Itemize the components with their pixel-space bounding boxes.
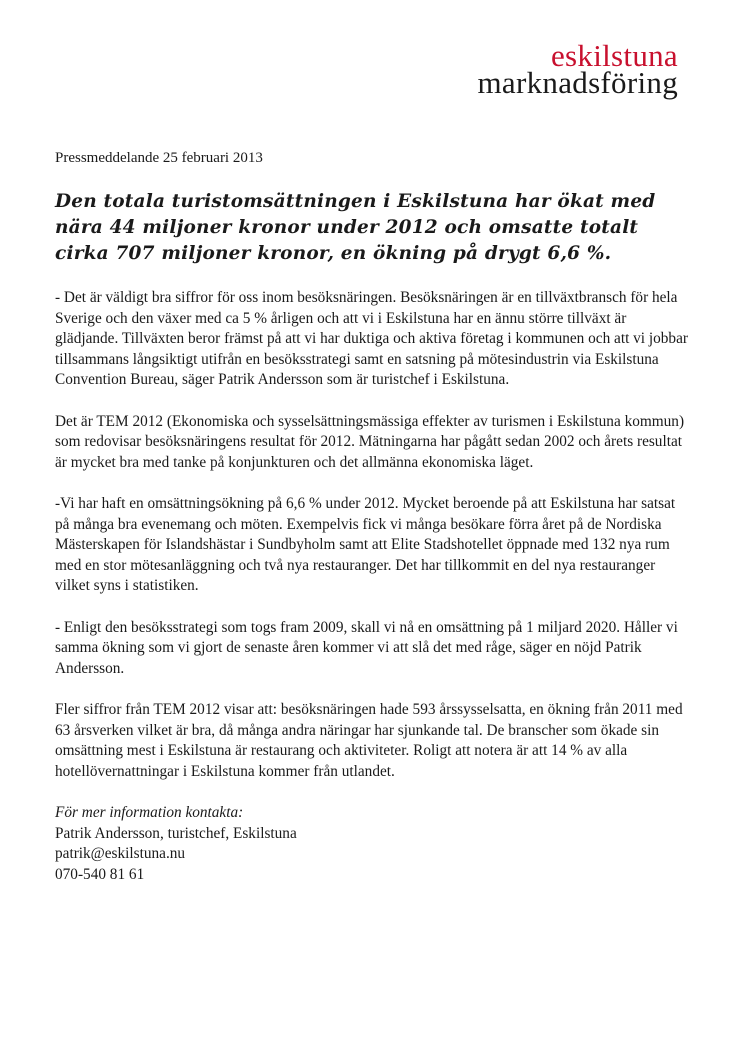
dateline: Pressmeddelande 25 februari 2013 xyxy=(55,150,263,166)
contact-phone: 070-540 81 61 xyxy=(55,865,145,883)
paragraph-quote-growth: -Vi har haft en omsättningsökning på 6,6 % under 2012. Mycket beroende på att Eskilstuna har satsat på många bra evenemang och möten. Exempelvis fick vi många besökare förra året på de Nordiska Mästerskapen för Islandshästar i Sundbyholm samt att Elite Stadshotellet öppnade med 132 nya rum med en stor mötesanläggning och två nya restauranger. Det har tillkommit en del nya restauranger vilket syns i statistiken. xyxy=(55,495,676,594)
logo-line-eskilstuna: eskilstuna xyxy=(551,38,678,73)
contact-block xyxy=(55,803,691,885)
paragraph-quote-strategy: - Enligt den besöksstrategi som togs fram 2009, skall vi nå en omsättning på 1 miljard 2020. Håller vi samma ökning som vi gjort de senaste åren kommer vi att slå det med råge, säger en nöjd Patrik Andersson. xyxy=(55,618,678,677)
contact-name: Patrik Andersson, turistchef, Eskilstuna xyxy=(55,824,297,842)
headline: Den totala turistomsättningen i Eskilstuna har ökat med nära 44 miljoner kronor under 2012 och omsatte totalt cirka 707 miljoner kronor, en ökning på drygt 6,6 %. xyxy=(55,191,656,264)
contact-heading: För mer information kontakta: xyxy=(55,804,244,821)
paragraph-more-figures: Fler siffror från TEM 2012 visar att: besöksnäringen hade 593 årssysselsatta, en ökning från 2011 med 63 årsverken vilket är bra, då många andra näringar har sjunkande tal. De branscher som ökade sin omsättning mest i Eskilstuna är restaurang och aktiviteter. Roligt att notera är att 14 % av alla hotellövernattningar i Eskilstuna kommer från utlandet. xyxy=(55,701,683,780)
company-logo xyxy=(478,40,678,98)
paragraph-tem-report: Det är TEM 2012 (Ekonomiska och sysselsättningsmässiga effekter av turismen i Eskilstuna kommun) som redovisar besöksnäringens resultat för 2012. Mätningarna har pågått sedan 2002 och årets resultat är mycket bra med tanke på konjunkturen och det allmänna ekonomiska läget. xyxy=(55,412,685,471)
press-release-body xyxy=(55,148,691,885)
paragraph-quote-intro: - Det är väldigt bra siffror för oss inom besöksnäringen. Besöksnäringen är en tillväxtbransch för hela Sverige och den växer med ca 5 % årligen och att vi i Eskilstuna har en ännu större tillväxt är glädjande. Tillväxten beror främst på att vi har duktiga och aktiva företag i kommunen och att vi jobbar tillsammans långsiktigt utifrån en besöksstrategi samt en satsning på mötesindustrin via Eskilstuna Convention Bureau, säger Patrik Andersson som är turistchef i Eskilstuna. xyxy=(55,289,688,388)
contact-email-link[interactable]: patrik@eskilstuna.nu xyxy=(55,845,186,862)
logo-line-marknadsforing: marknadsföring xyxy=(477,65,678,100)
